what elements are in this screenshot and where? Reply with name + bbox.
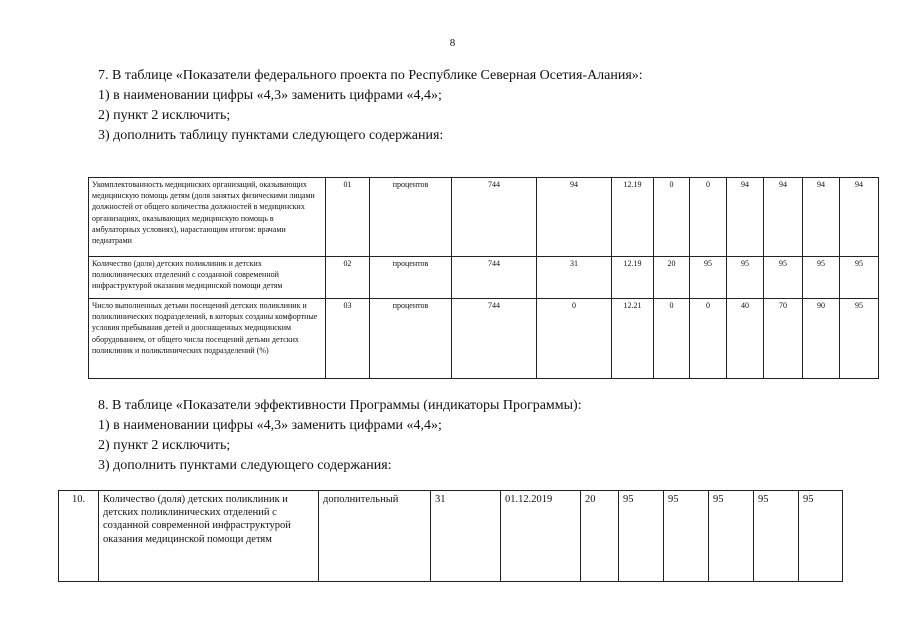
indicator-value: 95: [727, 257, 764, 299]
row-number: 10.: [59, 491, 99, 582]
indicator-value: 94: [803, 178, 840, 257]
indicator-value: 95: [754, 491, 799, 582]
indicator-date: 12.19: [612, 178, 654, 257]
indicator-value: 0: [654, 299, 690, 379]
indicator-unit: процентов: [370, 257, 452, 299]
indicator-okei: 744: [452, 257, 537, 299]
program-indicators-table: [58, 490, 843, 582]
indicator-name: Укомплектованность медицинских организаций, оказывающих медицинскую помощь детям (доля занятых физическими лицами должностей от общего количества должностей в медицинских организациях, оказывающих медицинскую помощь в амбулаторных условиях), нарастающим итогом: врачами педиатрами: [89, 178, 326, 257]
indicator-value: 70: [764, 299, 803, 379]
table-row: [89, 299, 879, 379]
table-row: [89, 178, 879, 257]
table-row: [89, 257, 879, 299]
indicator-value: 94: [727, 178, 764, 257]
indicator-value: 94: [840, 178, 879, 257]
indicator-value: 95: [664, 491, 709, 582]
table-row: [59, 491, 843, 582]
indicator-base-value: 31: [431, 491, 501, 582]
indicator-type: дополнительный: [319, 491, 431, 582]
indicator-unit: процентов: [370, 178, 452, 257]
indicator-date: 01.12.2019: [501, 491, 581, 582]
indicator-value: 40: [727, 299, 764, 379]
indicator-okei: 744: [452, 299, 537, 379]
indicator-value: 95: [840, 299, 879, 379]
federal-project-indicators-table: [88, 177, 879, 379]
indicator-value: 20: [654, 257, 690, 299]
section8-item1: 1) в наименовании цифры «4,3» заменить цифрами «4,4»;: [98, 418, 442, 433]
section8-heading: 8. В таблице «Показатели эффективности Программы (индикаторы Программы):: [98, 398, 582, 413]
indicator-name: Количество (доля) детских поликлиник и детских поликлинических отделений с созданной современной инфраструктурой оказания медицинской помощи детям: [89, 257, 326, 299]
page-number: 8: [449, 37, 456, 49]
section7-item2: 2) пункт 2 исключить;: [98, 108, 231, 123]
indicator-value: 95: [799, 491, 843, 582]
indicator-value: 95: [619, 491, 664, 582]
indicator-value: 90: [803, 299, 840, 379]
indicator-value: 95: [764, 257, 803, 299]
indicator-date: 12.19: [612, 257, 654, 299]
indicator-base-value: 0: [537, 299, 612, 379]
section7-item3: 3) дополнить таблицу пунктами следующего содержания:: [98, 128, 444, 143]
indicator-value: 95: [690, 257, 727, 299]
indicator-value: 95: [709, 491, 754, 582]
section7-item1: 1) в наименовании цифры «4,3» заменить цифрами «4,4»;: [98, 88, 442, 103]
indicator-value: 94: [764, 178, 803, 257]
indicator-unit: процентов: [370, 299, 452, 379]
section7-heading: 7. В таблице «Показатели федерального проекта по Республике Северная Осетия-Алания»:: [98, 68, 643, 83]
indicator-base-value: 31: [537, 257, 612, 299]
indicator-value: 20: [581, 491, 619, 582]
indicator-code: 03: [326, 299, 370, 379]
indicator-code: 02: [326, 257, 370, 299]
section8-item3: 3) дополнить пунктами следующего содержания:: [98, 458, 392, 473]
indicator-value: 0: [690, 299, 727, 379]
indicator-date: 12.21: [612, 299, 654, 379]
indicator-code: 01: [326, 178, 370, 257]
indicator-okei: 744: [452, 178, 537, 257]
indicator-value: 0: [690, 178, 727, 257]
indicator-name: Число выполненных детьми посещений детских поликлиник и поликлинических подразделений, в которых созданы комфортные условия пребывания детей и дооснащенных медицинским оборудованием, от общего числа посещений детьми детских поликлиник и поликлинических подразделений (%): [89, 299, 326, 379]
indicator-value: 0: [654, 178, 690, 257]
indicator-name: Количество (доля) детских поликлиник и детских поликлинических отделений с созданной современной инфраструктурой оказания медицинской помощи детям: [99, 491, 319, 582]
section8-item2: 2) пункт 2 исключить;: [98, 438, 231, 453]
indicator-value: 95: [803, 257, 840, 299]
indicator-base-value: 94: [537, 178, 612, 257]
indicator-value: 95: [840, 257, 879, 299]
